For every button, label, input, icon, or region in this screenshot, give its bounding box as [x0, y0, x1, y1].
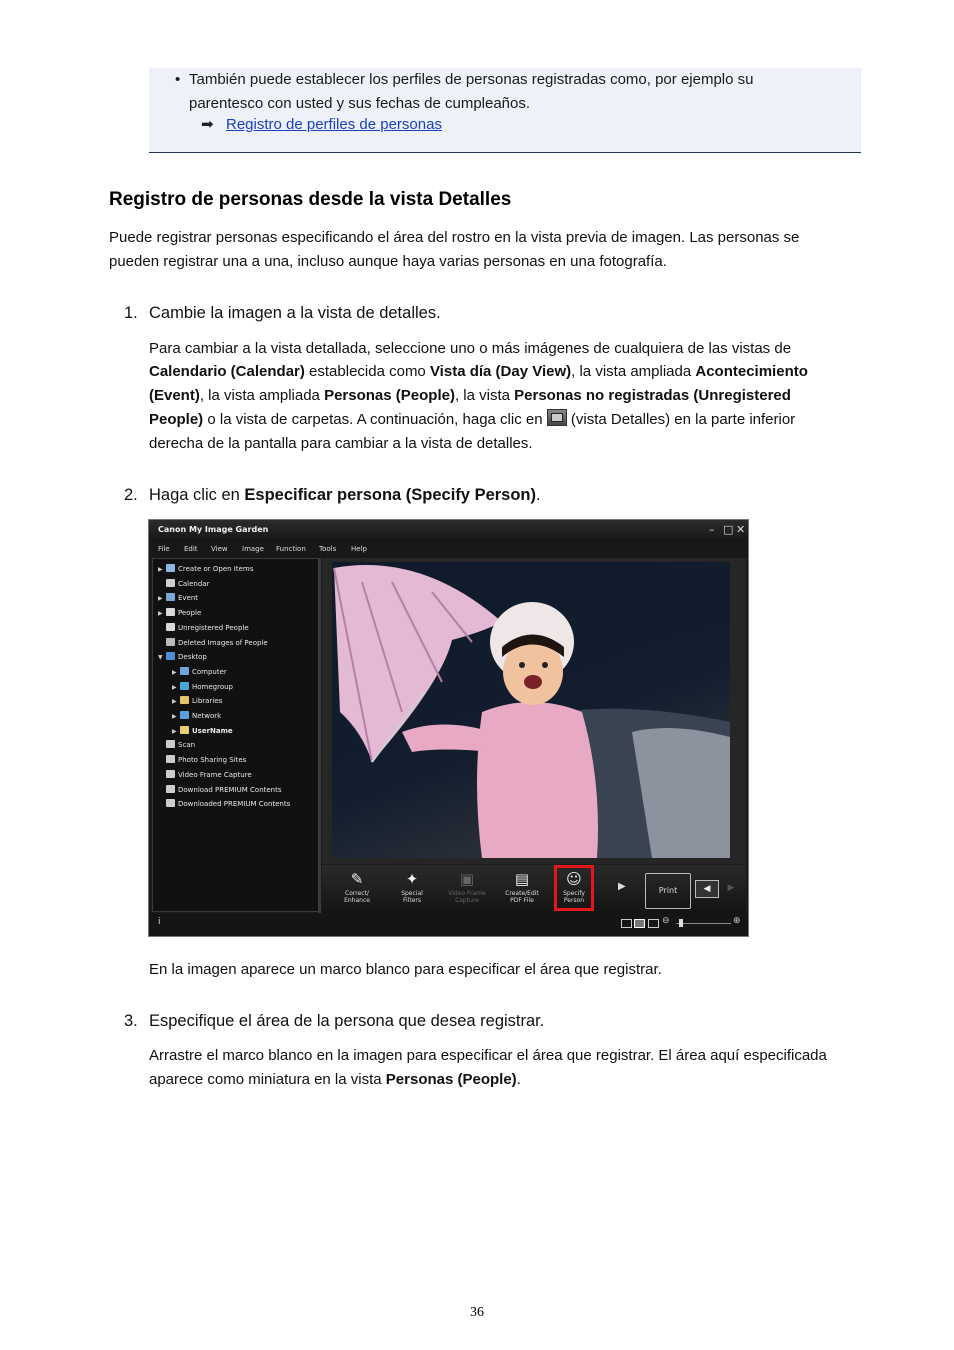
section-title: Registro de personas desde la vista Detalles — [109, 189, 512, 210]
details-view-button-icon[interactable] — [634, 919, 645, 928]
forward-arrow-icon[interactable]: ▶ — [727, 883, 735, 893]
app-screenshot — [148, 519, 749, 937]
sidebar-item[interactable] — [158, 740, 195, 749]
sidebar-item-label: Calendar — [178, 579, 210, 588]
tool-label: Filters — [403, 897, 421, 904]
zoom-slider-handle[interactable] — [679, 919, 683, 927]
sidebar-item[interactable] — [158, 564, 253, 573]
expand-toggle-icon[interactable]: ▶ — [172, 713, 177, 720]
tool-label: PDF File — [510, 897, 534, 904]
step2-title-pre: Haga clic en — [149, 486, 245, 504]
expand-toggle-icon[interactable]: ▶ — [158, 595, 163, 603]
folder-icon — [166, 770, 175, 778]
step1-body-line1: Para cambiar a la vista detallada, seleccione uno o más imágenes de cualquiera de las vistas de — [149, 340, 792, 357]
more-tools-arrow-icon[interactable]: ▶ — [618, 881, 626, 892]
folder-icon — [166, 652, 175, 660]
preview-area — [322, 558, 746, 864]
sidebar-item-label: Deleted Images of People — [178, 638, 268, 647]
folder-icon — [166, 593, 175, 601]
specify-person-highlight — [554, 865, 594, 911]
step1-text: , la vista — [454, 387, 515, 404]
step1-number: 1. — [124, 304, 138, 322]
special-filters-button[interactable] — [389, 867, 435, 911]
event-term-2: (Event) — [149, 387, 200, 404]
sidebar-item[interactable] — [158, 652, 207, 661]
sidebar-item-label: Downloaded PREMIUM Contents — [178, 800, 291, 809]
folder-icon — [180, 711, 189, 719]
folder-icon — [180, 682, 189, 690]
step3-body-line2 — [149, 1068, 521, 1092]
folder-icon — [166, 579, 175, 587]
step1-text: establecida como — [304, 363, 430, 380]
sidebar-item-label: Libraries — [192, 697, 223, 706]
sidebar-item-label: UserName — [192, 726, 233, 735]
sidebar-item[interactable] — [158, 799, 290, 808]
note-box — [149, 68, 861, 153]
details-view-icon — [547, 409, 567, 426]
sidebar-item-label: Desktop — [178, 653, 207, 662]
tool-label: Capture — [455, 897, 479, 904]
intro-line1: Puede registrar personas especificando el área del rostro en la vista previa de imagen. Las personas se — [109, 229, 800, 246]
tool-label: Correct/ — [345, 890, 369, 897]
specify-person-term: Especificar persona (Specify Person) — [244, 486, 537, 504]
expand-toggle-icon[interactable]: ▼ — [158, 654, 163, 662]
expand-toggle-icon[interactable]: ▶ — [158, 610, 163, 618]
step2-number: 2. — [124, 486, 138, 504]
status-bar — [149, 913, 748, 936]
expand-toggle-icon[interactable]: ▶ — [172, 698, 177, 706]
menu-file[interactable]: File — [158, 545, 170, 553]
tool-label: Create/Edit — [505, 890, 539, 897]
minimize-icon[interactable]: – — [709, 523, 715, 536]
sidebar-item[interactable] — [158, 579, 209, 588]
expand-toggle-icon[interactable]: ▶ — [172, 668, 177, 676]
sidebar-item[interactable] — [172, 711, 221, 720]
tool-label: Person — [563, 897, 585, 904]
step1-text: o la vista de carpetas. A continuación, haga clic en — [203, 411, 547, 428]
app-titlebar — [149, 520, 748, 542]
people-term-2: Personas (People) — [385, 1071, 517, 1088]
fullscreen-icon[interactable] — [648, 919, 659, 928]
folder-icon — [166, 785, 175, 793]
step3-text: aparece como miniatura en la vista — [149, 1071, 386, 1088]
sidebar-item[interactable] — [158, 770, 252, 779]
correct-enhance-icon: ✎ — [350, 870, 364, 888]
step2-caption: En la imagen aparece un marco blanco para especificar el área que registrar. — [149, 961, 662, 978]
tool-label: Video Frame — [448, 890, 486, 897]
profile-registration-link[interactable]: Registro de perfiles de personas — [226, 116, 442, 133]
zoom-in-icon[interactable]: ⊕ — [733, 916, 741, 926]
step3-number: 3. — [124, 1012, 138, 1030]
preview-photo[interactable] — [332, 562, 730, 858]
folder-icon — [166, 564, 175, 572]
arrow-right-icon: ➡ — [201, 116, 214, 133]
calendar-term: Calendario (Calendar) — [149, 363, 305, 380]
folder-icon — [180, 667, 189, 675]
tool-label: Special — [401, 890, 423, 897]
folder-icon — [180, 696, 189, 704]
zoom-out-icon[interactable]: ⊖ — [662, 916, 670, 926]
expand-toggle-icon[interactable]: ▶ — [172, 727, 177, 735]
sidebar-item-label: Unregistered People — [178, 623, 249, 632]
step3-title: Especifique el área de la persona que desea registrar. — [149, 1012, 545, 1030]
print-button[interactable]: Print — [645, 873, 691, 909]
step2-title — [149, 483, 541, 507]
folder-icon — [166, 740, 175, 748]
folder-icon — [166, 638, 175, 646]
sidebar-item-label: Homegroup — [192, 682, 234, 691]
menu-edit[interactable]: Edit — [184, 545, 198, 553]
menu-help[interactable]: Help — [351, 545, 367, 553]
event-term: Acontecimiento — [695, 363, 808, 380]
unregistered-term-2: People) — [149, 411, 204, 428]
folder-icon — [166, 608, 175, 616]
sidebar-item[interactable] — [172, 726, 233, 735]
info-icon[interactable]: i — [158, 917, 161, 927]
step1-title: Cambie la imagen a la vista de detalles. — [149, 304, 441, 322]
sidebar-item-label: Scan — [178, 741, 196, 750]
page-number: 36 — [470, 1305, 484, 1320]
sidebar-item-label: Download PREMIUM Contents — [178, 785, 282, 794]
bottom-toolbar — [322, 865, 746, 913]
menu-function[interactable]: Function — [276, 545, 306, 553]
specify-person-icon: ☺ — [566, 870, 582, 888]
video-frame-icon: ▣ — [459, 870, 475, 888]
people-term: Personas (People) — [324, 387, 455, 404]
step1-body-line2 — [149, 360, 808, 384]
menu-image[interactable]: Image — [242, 545, 264, 553]
step3-body-line1: Arrastre el marco blanco en la imagen para especificar el área que registrar. El área aquí especificada — [149, 1047, 827, 1064]
step1-text: , la vista ampliada — [571, 363, 696, 380]
step1-body-line3 — [149, 384, 791, 408]
special-filters-icon: ✦ — [405, 870, 419, 888]
sidebar-item-label: Create or Open Items — [178, 565, 254, 573]
sidebar-item-label: Computer — [192, 667, 227, 676]
pdf-icon: ▤ — [514, 870, 530, 888]
sidebar-item-label: People — [178, 609, 202, 618]
folder-icon — [166, 755, 175, 763]
step2-title-post: . — [536, 486, 541, 504]
maximize-icon[interactable]: □ — [723, 523, 734, 536]
expand-toggle-icon[interactable]: ▶ — [172, 683, 177, 691]
folder-icon — [166, 799, 175, 807]
step1-body-line4 — [149, 408, 795, 432]
menu-view[interactable]: View — [211, 545, 228, 553]
app-menubar — [149, 542, 748, 558]
day-view-term: Vista día (Day View) — [429, 363, 572, 380]
sidebar-item-label: Network — [192, 712, 222, 720]
sidebar-item-label: Event — [178, 594, 199, 603]
photo-illustration — [332, 562, 730, 858]
step3-text: . — [516, 1071, 521, 1088]
menu-tools[interactable]: Tools — [319, 545, 337, 553]
sidebar-item[interactable] — [172, 682, 233, 691]
sidebar-item[interactable] — [158, 755, 246, 764]
step1-body-line5: derecha de la pantalla para cambiar a la vista de detalles. — [149, 435, 533, 452]
sidebar-item[interactable] — [158, 623, 249, 632]
app-title: Canon My Image Garden — [158, 525, 269, 534]
sidebar-item[interactable] — [158, 608, 201, 617]
expand-toggle-icon[interactable]: ▶ — [158, 566, 163, 573]
close-icon[interactable]: ✕ — [736, 523, 746, 536]
sidebar-item[interactable] — [158, 593, 198, 602]
sidebar-item[interactable] — [172, 696, 222, 705]
tool-label: Enhance — [344, 897, 370, 904]
note-text-line1: También puede establecer los perfiles de personas registradas como, por ejemplo su — [189, 71, 754, 88]
unregistered-term: Personas no registradas (Unregistered — [514, 387, 791, 404]
folder-icon — [166, 623, 175, 631]
back-arrow-icon[interactable]: ◀ — [695, 880, 719, 898]
tool-label: Specify — [563, 890, 585, 897]
video-frame-capture-button[interactable] — [444, 867, 490, 911]
step1-text: , la vista ampliada — [199, 387, 325, 404]
step1-text: (vista Detalles) en la parte inferior — [566, 411, 796, 428]
sidebar-item-label: Photo Sharing Sites — [178, 756, 247, 765]
sidebar-item[interactable] — [158, 638, 268, 647]
zoom-slider[interactable] — [676, 923, 731, 924]
folder-icon — [180, 726, 189, 734]
create-edit-pdf-button[interactable] — [499, 867, 545, 911]
correct-enhance-button[interactable] — [334, 867, 380, 911]
note-bullet: • — [175, 71, 181, 88]
sidebar-item[interactable] — [172, 667, 227, 676]
app-sidebar — [152, 558, 320, 912]
note-text-line2: parentesco con usted y sus fechas de cumpleaños. — [189, 95, 531, 112]
sidebar-item[interactable] — [158, 785, 282, 794]
thumbnail-view-icon[interactable] — [621, 919, 632, 928]
intro-line2: pueden registrar una a una, incluso aunque haya varias personas en una fotografía. — [109, 253, 667, 270]
sidebar-item-label: Video Frame Capture — [178, 770, 252, 779]
sidebar-splitter[interactable] — [318, 558, 321, 913]
